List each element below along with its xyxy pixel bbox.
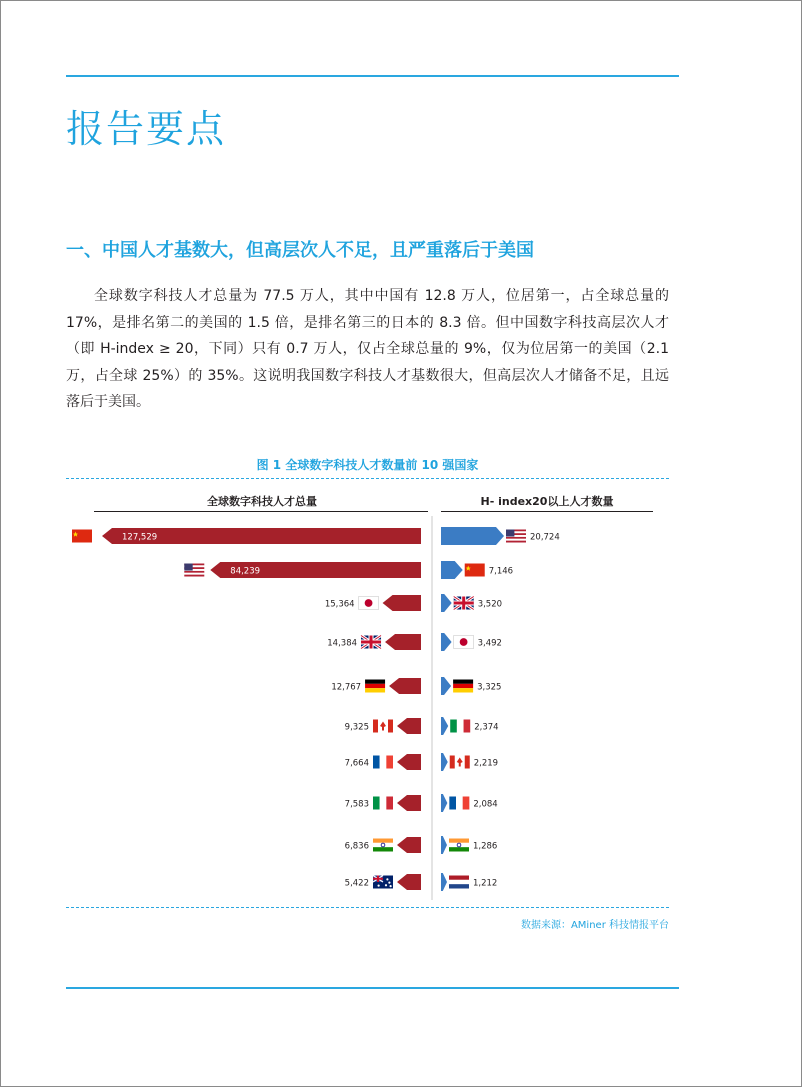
left-bar-au <box>397 874 421 890</box>
de-flag-icon <box>365 680 385 693</box>
in-flag-icon <box>373 839 393 852</box>
left-bar-label: 12,767 <box>331 682 362 693</box>
ca-flag-icon <box>373 720 393 733</box>
right-bar-nl <box>441 873 447 891</box>
right-bar-de <box>441 677 451 695</box>
left-bar-ca <box>397 718 421 734</box>
us-flag-icon <box>506 530 526 543</box>
right-bar-label: 1,286 <box>473 841 498 852</box>
jp-flag-icon <box>359 597 379 610</box>
figure-source: 数据来源：AMiner 科技情报平台 <box>520 920 669 931</box>
right-bar-label: 2,219 <box>473 758 499 769</box>
right-bar-label: 7,146 <box>488 566 514 577</box>
left-bar-label: 7,664 <box>344 758 369 769</box>
body-paragraph: 全球数字科技人才总量为 77.5 万人，其中中国有 12.8 万人，位居第一，占全球总量的 17%，是排名第二的美国的 1.5 倍，是排名第三的日本的 8.3 倍。但中国数字科技高层次人才（即 H-index ≥ 20，下同）只有 0.7 万人，仅占全球总量的 9%，仅为位居第一的美国（2.1 万，占全球 25%）的 35%。这说明我国数字科技人才基数很大，但高层次人才储备不足，且远落后于美国。 <box>66 288 669 410</box>
right-bar-ca <box>441 753 448 771</box>
left-bar-label: 14,384 <box>327 638 358 649</box>
left-bar-jp <box>383 595 421 611</box>
gb-flag-icon <box>361 636 381 649</box>
left-bar-fr <box>397 754 421 770</box>
right-bar-label: 3,520 <box>477 599 503 610</box>
right-bar-jp <box>441 633 452 651</box>
cn-flag-icon <box>72 530 92 543</box>
de-flag-icon <box>453 680 473 693</box>
jp-flag-icon <box>454 636 474 649</box>
left-bar-label: 9,325 <box>344 722 369 733</box>
right-bar-in <box>441 836 447 854</box>
bottom-rule <box>66 987 679 989</box>
left-bar-label: 7,583 <box>344 799 369 810</box>
right-bar-fr <box>441 794 447 812</box>
left-chart-title: 全球数字科技人才总量 <box>207 495 317 508</box>
right-bar-label: 2,374 <box>474 722 499 733</box>
fr-flag-icon <box>449 797 469 810</box>
left-bar-label: 127,529 <box>122 532 158 543</box>
left-bar-label: 5,422 <box>344 878 369 889</box>
in-flag-icon <box>449 839 469 852</box>
right-bar-label: 20,724 <box>530 532 560 543</box>
left-bar-in <box>397 837 421 853</box>
right-bar-it <box>441 717 448 735</box>
right-bar-us <box>441 527 504 545</box>
it-flag-icon <box>450 720 470 733</box>
fr-flag-icon <box>373 756 393 769</box>
nl-flag-icon <box>449 876 469 889</box>
right-bar-cn <box>441 561 463 579</box>
left-bar-label: 6,836 <box>344 841 369 852</box>
page-title: 报告要点 <box>66 107 227 151</box>
left-bar-label: 84,239 <box>230 566 261 577</box>
left-bar-label: 15,364 <box>324 599 355 610</box>
gb-flag-icon <box>454 597 474 610</box>
right-bar-label: 2,084 <box>473 799 498 810</box>
figure-bottom-dashed-line <box>66 907 669 908</box>
figure-title: 图 1 全球数字科技人才数量前 10 强国家 <box>256 458 479 472</box>
us-flag-icon <box>184 564 204 577</box>
right-bar-label: 3,325 <box>477 682 502 693</box>
au-flag-icon <box>373 876 393 889</box>
left-bar-it <box>397 795 421 811</box>
left-bar-de <box>389 678 421 694</box>
right-bar-gb <box>441 594 452 612</box>
ca-flag-icon <box>450 756 470 769</box>
cn-flag-icon <box>465 564 485 577</box>
right-chart-title: H- index20以上人才数量 <box>480 495 614 508</box>
right-bar-label: 1,212 <box>473 878 498 889</box>
right-bar-label: 3,492 <box>477 638 502 649</box>
section-heading: 一、中国人才基数大，但高层次人不足，且严重落后于美国 <box>66 240 534 261</box>
it-flag-icon <box>373 797 393 810</box>
left-bar-gb <box>385 634 421 650</box>
